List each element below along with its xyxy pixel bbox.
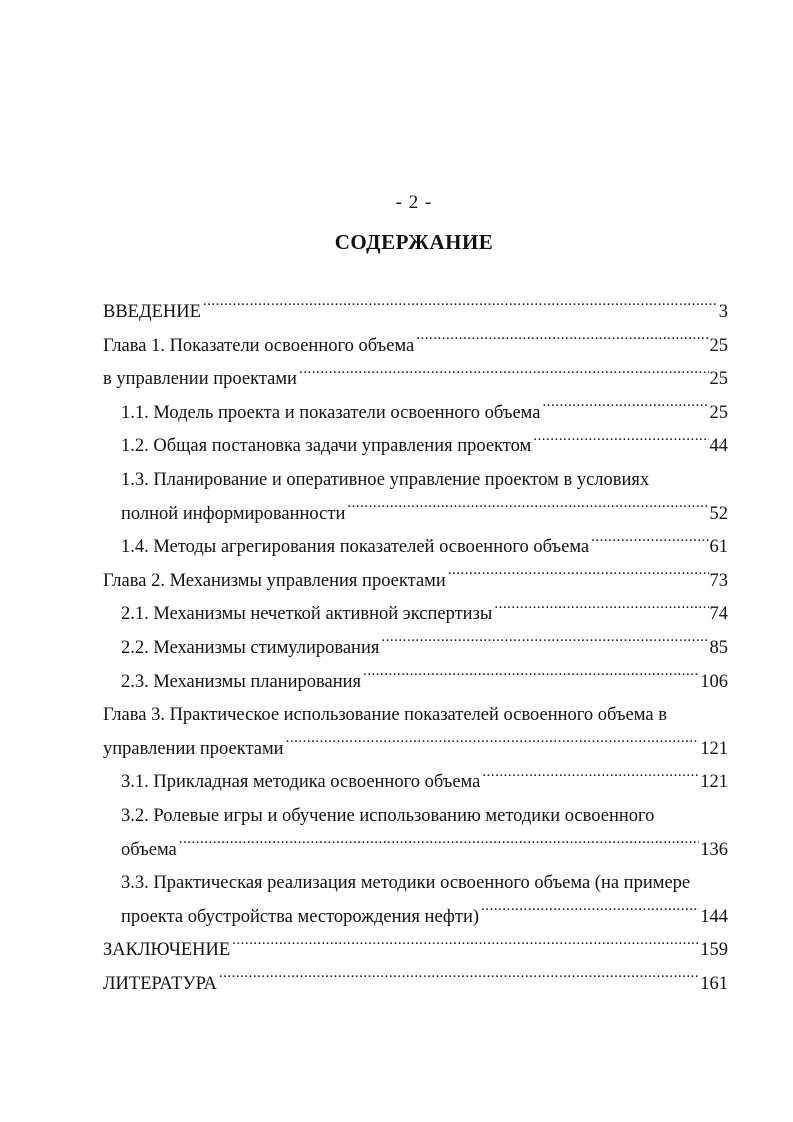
table-of-contents	[103, 296, 728, 1001]
toc-entry-label: Глава 3. Практическое использование показателей освоенного объема в	[103, 705, 667, 726]
dot-leader	[286, 735, 700, 754]
toc-entry-page: 73	[709, 570, 728, 591]
toc-entry-label: ВВЕДЕНИЕ	[103, 302, 201, 322]
dot-leader	[299, 366, 709, 385]
toc-entry-page: 25	[709, 369, 728, 390]
toc-entry-label: 2.3. Механизмы планирования	[121, 671, 362, 692]
page-number: - 2 -	[395, 192, 433, 213]
dot-leader	[494, 601, 708, 620]
toc-entry-page: 25	[709, 335, 728, 356]
dot-leader	[363, 668, 699, 687]
toc-entry-section-3-2-cont[interactable]	[103, 834, 728, 868]
toc-entry-page: 121	[700, 772, 728, 793]
toc-entry-label: управлении проектами	[103, 738, 284, 759]
toc-entry-label: 1.2. Общая постановка задачи управления проектом	[121, 436, 532, 457]
toc-entry-page: 74	[709, 604, 728, 625]
toc-entry-label: объема	[121, 839, 177, 860]
toc-entry-introduction[interactable]	[103, 296, 728, 330]
toc-entry-label: в управлении проектами	[103, 369, 297, 390]
toc-entry-page: 52	[709, 503, 728, 524]
dot-leader	[591, 534, 708, 553]
toc-entry-label: 3.1. Прикладная методика освоенного объема	[121, 772, 481, 793]
toc-entry-page: 25	[709, 402, 728, 423]
toc-entry-page: 136	[700, 839, 728, 860]
toc-entry-page: 121	[700, 738, 728, 759]
toc-entry-section-3-3[interactable]	[103, 867, 728, 901]
dot-leader	[219, 970, 699, 989]
toc-entry-chapter-2[interactable]	[103, 565, 728, 599]
toc-entry-section-1-4[interactable]	[103, 531, 728, 565]
dot-leader	[179, 836, 699, 855]
toc-entry-label: 2.1. Механизмы нечеткой активной экспертизы	[121, 604, 493, 625]
dot-leader	[232, 937, 699, 956]
toc-entry-chapter-1[interactable]	[103, 330, 728, 364]
dot-leader	[416, 332, 708, 351]
toc-entry-section-2-3[interactable]	[103, 666, 728, 700]
page-title: СОДЕРЖАНИЕ	[334, 230, 494, 254]
dot-leader	[481, 903, 699, 922]
toc-entry-page: 61	[709, 537, 728, 558]
toc-entry-page: 144	[700, 906, 728, 927]
toc-entry-label: Глава 2. Механизмы управления проектами	[103, 570, 446, 591]
toc-entry-page: 161	[700, 973, 728, 994]
toc-entry-label: 3.3. Практическая реализация методики освоенного объема (на примере	[121, 873, 691, 894]
toc-entry-section-3-2[interactable]	[103, 800, 728, 834]
dot-leader	[448, 567, 709, 586]
toc-entry-chapter-3[interactable]	[103, 699, 728, 733]
toc-entry-label: проекта обустройства месторождения нефти)	[121, 906, 480, 927]
toc-entry-label: ЛИТЕРАТУРА	[103, 973, 217, 994]
toc-entry-page: 159	[700, 940, 728, 961]
toc-entry-page: 3	[718, 302, 728, 322]
toc-entry-section-1-1[interactable]	[103, 397, 728, 431]
dot-leader	[533, 433, 708, 452]
toc-entry-label: 1.4. Методы агрегирования показателей освоенного объема	[121, 537, 590, 558]
toc-entry-section-3-1[interactable]	[103, 766, 728, 800]
toc-entry-conclusion[interactable]	[103, 934, 728, 968]
toc-entry-label: 3.2. Ролевые игры и обучение использованию методики освоенного	[121, 805, 655, 826]
toc-entry-section-1-3[interactable]	[103, 464, 728, 498]
toc-entry-page: 85	[709, 637, 728, 658]
toc-entry-label: Глава 1. Показатели освоенного объема	[103, 335, 415, 356]
dot-leader	[381, 634, 708, 653]
toc-entry-label: 2.2. Механизмы стимулирования	[121, 637, 380, 658]
toc-entry-references[interactable]	[103, 968, 728, 1002]
dot-leader	[203, 299, 718, 318]
dot-leader	[542, 399, 708, 418]
toc-entry-label: ЗАКЛЮЧЕНИЕ	[103, 940, 231, 961]
toc-entry-label: 1.1. Модель проекта и показатели освоенного объема	[121, 402, 541, 423]
toc-entry-section-1-3-cont[interactable]	[103, 498, 728, 532]
toc-entry-section-3-3-cont[interactable]	[103, 901, 728, 935]
dot-leader	[482, 769, 699, 788]
toc-entry-label: 1.3. Планирование и оперативное управление проектом в условиях	[121, 469, 650, 490]
toc-entry-page: 106	[700, 671, 728, 692]
toc-entry-section-2-2[interactable]	[103, 632, 728, 666]
toc-entry-label: полной информированности	[121, 503, 346, 524]
toc-entry-chapter-3-cont[interactable]	[103, 733, 728, 767]
toc-entry-chapter-1-cont[interactable]	[103, 363, 728, 397]
toc-entry-page: 44	[709, 436, 728, 457]
toc-entry-section-2-1[interactable]	[103, 598, 728, 632]
toc-entry-section-1-2[interactable]	[103, 430, 728, 464]
dot-leader	[347, 500, 708, 519]
